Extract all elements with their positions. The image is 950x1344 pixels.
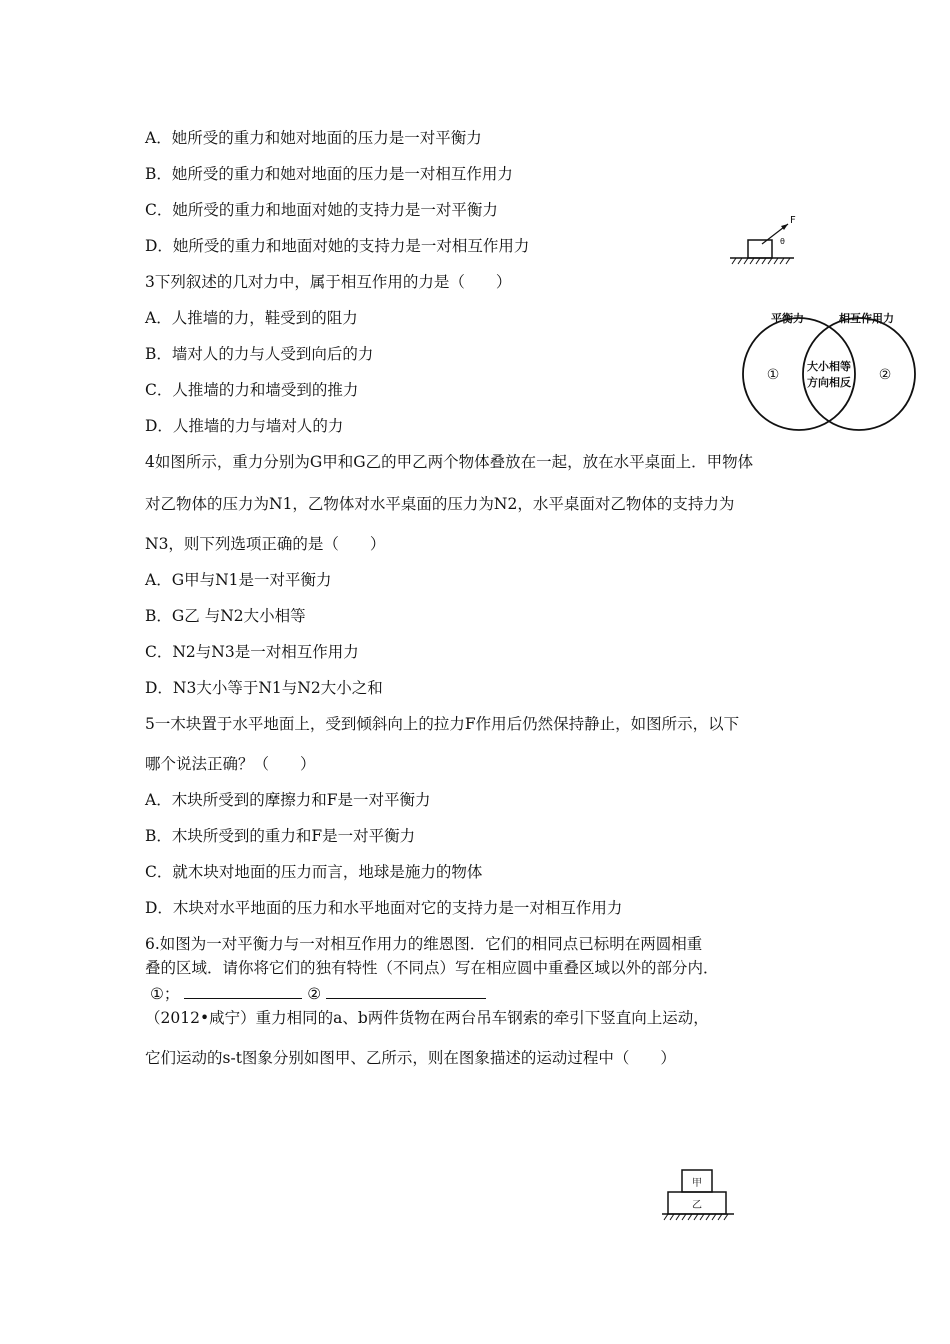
venn-left-mark: ① xyxy=(766,367,780,383)
q3-option-a: A．人推墙的力，鞋受到的阻力 xyxy=(145,309,358,327)
q4-stem-line1: 4如图所示，重力分别为G甲和G乙的甲乙两个物体叠放在一起，放在水平桌面上．甲物体 xyxy=(145,453,754,471)
q5-stem-line1: 5一木块置于水平地面上，受到倾斜向上的拉力F作用后仍然保持静止，如图所示，以下 xyxy=(145,715,740,733)
q4-option-b: B．G乙 与N2大小相等 xyxy=(145,607,306,625)
q7-stem-line1: （2012•咸宁）重力相同的a、b两件货物在两台吊车钢索的牵引下竖直向上运动， xyxy=(145,1009,709,1027)
q4-option-d: D．N3大小等于N1与N2大小之和 xyxy=(145,679,383,697)
incline-force-figure xyxy=(722,210,802,270)
q3-stem: 3下列叙述的几对力中，属于相互作用的力是（ ） xyxy=(145,273,512,291)
q5-stem-line2: 哪个说法正确？（ ） xyxy=(145,755,316,773)
block-jia-label: 甲 xyxy=(692,1178,702,1189)
q2-option-d: D．她所受的重力和地面对她的支持力是一对相互作用力 xyxy=(145,237,530,255)
venn-right-circle xyxy=(803,318,915,430)
venn-left-circle xyxy=(743,318,855,430)
angle-label: θ xyxy=(780,237,785,246)
q6-stem-line2: 叠的区域．请你将它们的独有特性（不同点）写在相应圆中重叠区域以外的部分内． xyxy=(145,959,719,977)
stacked-blocks-figure xyxy=(658,1166,738,1230)
venn-right-title: 相互作用力 xyxy=(839,312,894,325)
force-label: F xyxy=(790,215,796,226)
q5-option-d: D．木块对水平地面的压力和水平地面对它的支持力是一对相互作用力 xyxy=(145,899,623,917)
q6-stem-line1: 6.如图为一对平衡力与一对相互作用力的维恩图．它们的相同点已标明在两圆相重 xyxy=(145,935,703,953)
wood-block xyxy=(748,240,772,258)
venn-center-line1: 大小相等 xyxy=(807,360,851,373)
q6-blank2-label: ② xyxy=(307,985,322,1003)
venn-diagram xyxy=(735,306,921,432)
q3-option-d: D．人推墙的力与墙对人的力 xyxy=(145,417,344,435)
q4-stem-line2: 对乙物体的压力为N1，乙物体对水平桌面的压力为N2，水平桌面对乙物体的支持力为 xyxy=(145,495,735,513)
venn-right-mark: ② xyxy=(878,367,892,383)
q2-option-c: C．她所受的重力和地面对她的支持力是一对平衡力 xyxy=(145,201,498,219)
q3-option-c: C．人推墙的力和墙受到的推力 xyxy=(145,381,359,399)
q7-stem-line2: 它们运动的s-t图象分别如图甲、乙所示，则在图象描述的运动过程中（ ） xyxy=(145,1049,676,1067)
q4-option-a: A．G甲与N1是一对平衡力 xyxy=(145,571,332,589)
q6-blank1-label: ①； xyxy=(150,985,180,1003)
q2-option-a: A．她所受的重力和她对地面的压力是一对平衡力 xyxy=(145,129,482,147)
venn-left-title: 平衡力 xyxy=(771,312,804,325)
q6-answer-row xyxy=(150,982,486,1004)
block-yi-label: 乙 xyxy=(692,1200,702,1211)
q3-option-b: B．墙对人的力与人受到向后的力 xyxy=(145,345,374,363)
q2-option-b: B．她所受的重力和她对地面的压力是一对相互作用力 xyxy=(145,165,513,183)
q5-option-c: C．就木块对地面的压力而言，地球是施力的物体 xyxy=(145,863,483,881)
q5-option-b: B．木块所受到的重力和F是一对平衡力 xyxy=(145,827,416,845)
q4-stem-line3: N3，则下列选项正确的是（ ） xyxy=(145,535,386,553)
q4-option-c: C．N2与N3是一对相互作用力 xyxy=(145,643,359,661)
q6-blank1[interactable] xyxy=(184,982,302,999)
q5-option-a: A．木块所受到的摩擦力和F是一对平衡力 xyxy=(145,791,431,809)
q6-blank2[interactable] xyxy=(326,982,486,999)
venn-center-line2: 方向相反 xyxy=(807,376,851,389)
